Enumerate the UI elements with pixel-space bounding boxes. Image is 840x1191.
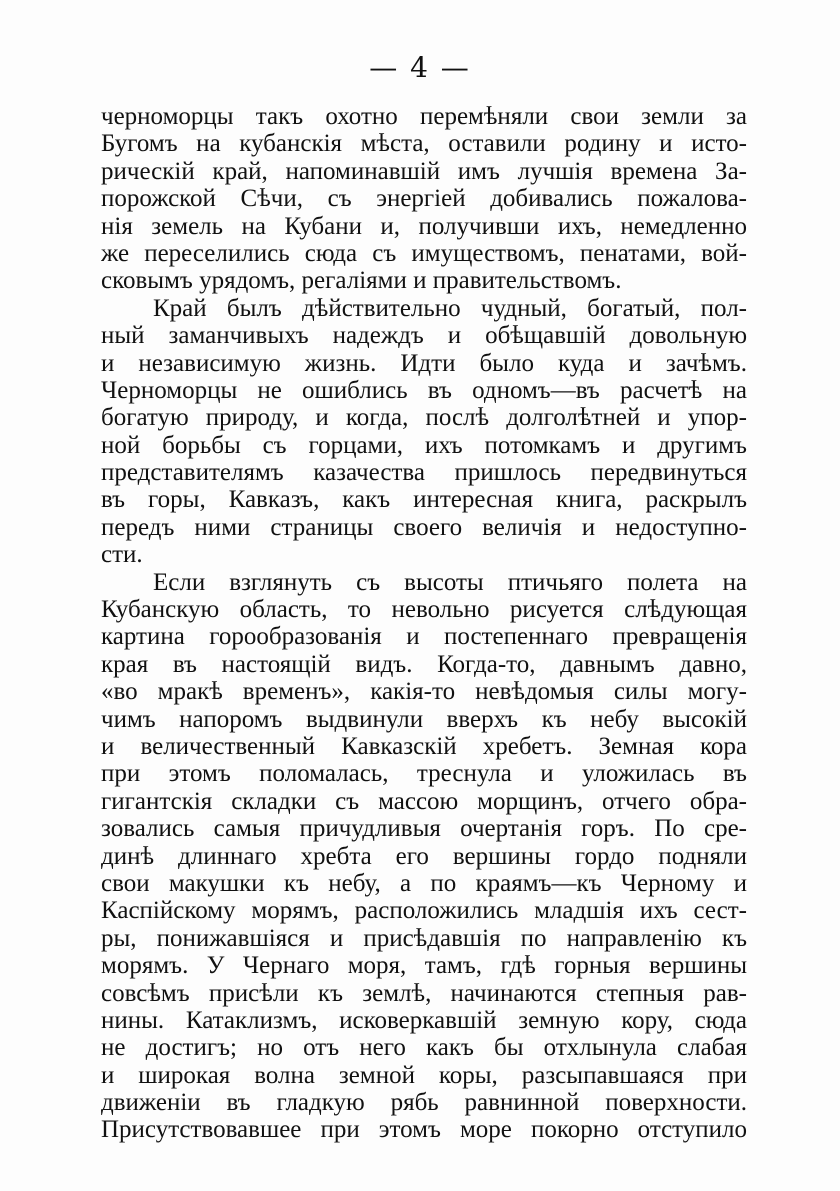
text-line: картина горообразованія и постепеннаго превращенія xyxy=(101,623,747,651)
text-line: при этомъ поломалась, треснула и уложилась въ xyxy=(101,760,747,788)
text-line: и величественный Кавказскій хребетъ. Земная кора xyxy=(101,732,747,760)
text-line: и широкая волна земной коры, разсыпавшаяся при xyxy=(101,1061,747,1089)
text-line: ры, понижавшіяся и присѣдавшія по направленію къ xyxy=(101,924,747,952)
text-line: же переселились сюда съ имуществомъ, пенатами, вой- xyxy=(101,239,747,267)
paragraph-start-line: Край былъ дѣйствительно чудный, богатый, пол- xyxy=(153,294,747,322)
text-line: передъ ними страницы своего величія и недоступно- xyxy=(101,513,747,541)
text-line: въ горы, Кавказъ, какъ интересная книга, раскрылъ xyxy=(101,486,747,514)
paragraph-end-line: сти. xyxy=(101,541,143,569)
text-line: «во мракѣ временъ», какія-то невѣдомыя силы могу- xyxy=(101,678,747,706)
text-line: совсѣмъ присѣли къ землѣ, начинаются степныя рав- xyxy=(101,979,747,1007)
text-line: Бугомъ на кубанскія мѣста, оставили родину и исто- xyxy=(101,130,747,158)
text-line: Каспійскому морямъ, расположились младшія ихъ сест- xyxy=(101,897,747,925)
text-line: нины. Катаклизмъ, исковеркавшій земную кору, сюда xyxy=(101,1006,747,1034)
text-line: и независимую жизнь. Идти было куда и зачѣмъ. xyxy=(101,349,747,377)
text-line: не достигъ; но отъ него какъ бы отхлынула слабая xyxy=(101,1034,747,1062)
text-line: зовались самыя причудливыя очертанія горъ. По сре- xyxy=(101,815,747,843)
text-line: движеніи въ гладкую рябь равнинной поверхности. xyxy=(101,1089,747,1117)
text-line: чимъ напоромъ выдвинули вверхъ къ небу высокій xyxy=(101,705,747,733)
text-line: черноморцы такъ охотно перемѣняли свои земли за xyxy=(101,103,747,130)
text-line: порожской Сѣчи, съ энергіей добивались пожалова- xyxy=(101,185,747,213)
text-line: динѣ длиннаго хребта его вершины гордо подняли xyxy=(101,842,747,870)
paragraph-end-line: сковымъ урядомъ, регаліями и правительствомъ. xyxy=(101,267,622,295)
text-line: нія земель на Кубани и, получивши ихъ, немедленно xyxy=(101,212,747,240)
page-number: — 4 — xyxy=(369,51,471,84)
text-line: ный заманчивыхъ надеждъ и обѣщавшій довольную xyxy=(101,322,747,350)
text-line: края въ настоящій видъ. Когда-то, давнымъ давно, xyxy=(101,650,747,678)
text-line: Кубанскую область, то невольно рисуется слѣдующая xyxy=(101,596,747,624)
text-line: гигантскія складки съ массою морщинъ, отчего обра- xyxy=(101,787,747,815)
body-text xyxy=(101,103,747,1144)
text-line: богатую природу, и когда, послѣ долголѣтней и упор- xyxy=(101,404,747,432)
text-line: представителямъ казачества пришлось передвинуться xyxy=(101,459,747,487)
paragraph-start-line: Если взглянуть съ высоты птичьяго полета на xyxy=(153,568,747,596)
text-line: Черноморцы не ошиблись въ одномъ—въ расчетѣ на xyxy=(101,376,747,404)
text-line: ной борьбы съ горцами, ихъ потомкамъ и другимъ xyxy=(101,431,747,459)
text-line: Присутствовавшее при этомъ море покорно отступило xyxy=(101,1116,747,1144)
text-line: рическій край, напоминавшій имъ лучшія времена За- xyxy=(101,157,747,185)
text-line: свои макушки къ небу, а по краямъ—къ Черному и xyxy=(101,869,747,897)
text-line: морямъ. У Чернаго моря, тамъ, гдѣ горныя вершины xyxy=(101,952,747,980)
